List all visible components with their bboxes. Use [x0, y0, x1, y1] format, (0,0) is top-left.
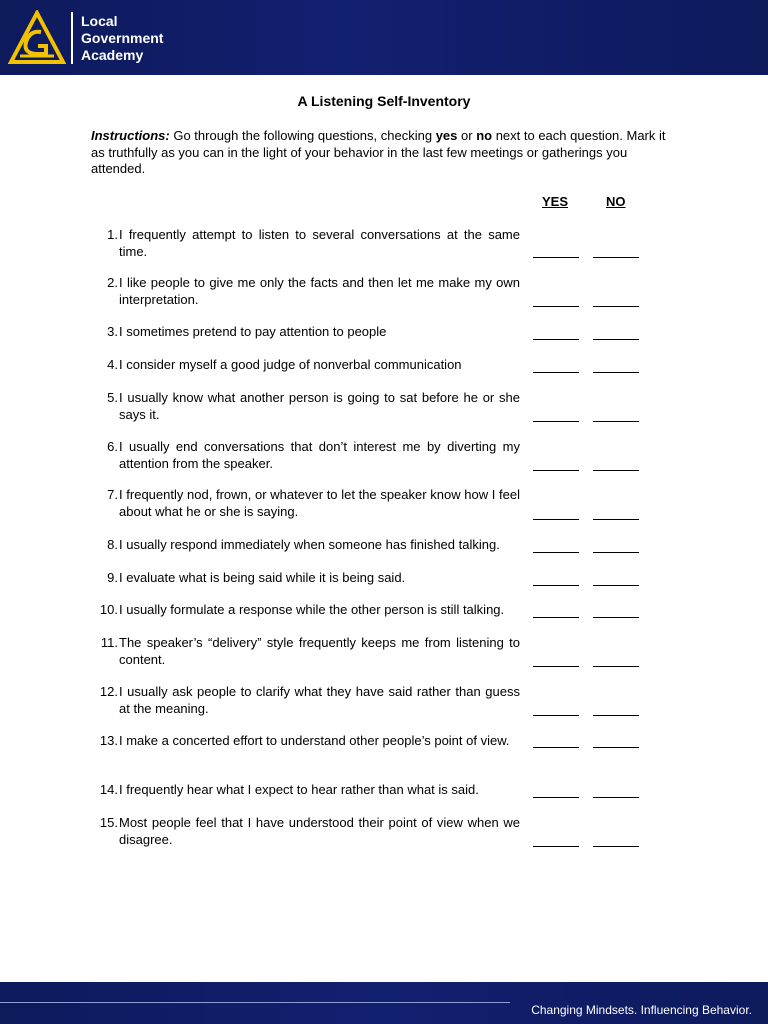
question-text: I usually ask people to clarify what they have said rather than guess at the meaning.: [119, 684, 520, 716]
question-number: 10.: [99, 602, 118, 617]
logo-divider: [71, 12, 73, 64]
instructions-lead: Instructions:: [91, 128, 170, 143]
logo-text: [81, 13, 163, 64]
column-header-yes: YES: [542, 194, 569, 209]
instructions-part-1: Go through the following questions, checking: [169, 128, 436, 143]
question-item: [90, 733, 520, 750]
question-item: [90, 602, 520, 619]
footer-banner: [0, 982, 768, 1024]
question-text: I usually respond immediately when someone has finished talking.: [119, 537, 500, 552]
yes-answer-blank[interactable]: [533, 666, 579, 667]
yes-answer-blank[interactable]: [533, 339, 579, 340]
question-item: [90, 537, 520, 554]
yes-answer-blank[interactable]: [533, 421, 579, 422]
question-number: 9.: [107, 570, 118, 585]
question-number: 7.: [107, 487, 118, 502]
question-number: 14.: [99, 782, 118, 797]
question-item: [90, 487, 520, 520]
no-answer-blank[interactable]: [593, 666, 639, 667]
yes-answer-blank[interactable]: [533, 846, 579, 847]
question-text: I like people to give me only the facts and then let me make my own interpretation.: [119, 275, 520, 307]
question-text: I make a concerted effort to understand other people’s point of view.: [119, 733, 510, 748]
question-text: I usually formulate a response while the other person is still talking.: [119, 602, 505, 617]
question-item: [90, 390, 520, 423]
no-answer-blank[interactable]: [593, 306, 639, 307]
yes-answer-blank[interactable]: [533, 306, 579, 307]
yes-answer-blank[interactable]: [533, 747, 579, 748]
question-text: I frequently hear what I expect to hear rather than what is said.: [119, 782, 479, 797]
page-title: A Listening Self-Inventory: [297, 93, 471, 109]
yes-answer-blank[interactable]: [533, 372, 579, 373]
no-answer-blank[interactable]: [593, 585, 639, 586]
question-item: [90, 815, 520, 848]
question-item: [90, 635, 520, 668]
question-number: 4.: [107, 357, 118, 372]
no-answer-blank[interactable]: [593, 617, 639, 618]
no-answer-blank[interactable]: [593, 519, 639, 520]
instructions-part-2: or: [457, 128, 477, 143]
no-answer-blank[interactable]: [593, 846, 639, 847]
column-header-no: NO: [606, 194, 626, 209]
question-item: [90, 684, 520, 717]
question-text: Most people feel that I have understood their point of view when we disagree.: [119, 815, 520, 847]
question-number: 5.: [107, 390, 118, 405]
question-number: 3.: [107, 324, 118, 339]
question-number: 6.: [107, 439, 118, 454]
logo-line-3: Academy: [81, 47, 144, 63]
question-number: 15.: [99, 815, 118, 830]
logo-line-2: Government: [81, 30, 164, 46]
question-number: 12.: [99, 684, 118, 699]
question-item: [90, 782, 520, 799]
question-item: [90, 324, 520, 341]
question-text: I frequently attempt to listen to several conversations at the same time.: [119, 227, 520, 259]
question-item: [90, 357, 520, 374]
question-text: I evaluate what is being said while it is being said.: [119, 570, 406, 585]
no-answer-blank[interactable]: [593, 797, 639, 798]
question-text: I usually know what another person is going to sat before he or she says it.: [119, 390, 520, 422]
question-text: I sometimes pretend to pay attention to people: [119, 324, 387, 339]
question-item: [90, 439, 520, 472]
question-number: 2.: [107, 275, 118, 290]
yes-answer-blank[interactable]: [533, 257, 579, 258]
yes-answer-blank[interactable]: [533, 552, 579, 553]
question-text: I usually end conversations that don’t interest me by diverting my attention from the speaker.: [119, 439, 520, 471]
yes-answer-blank[interactable]: [533, 715, 579, 716]
yes-answer-blank[interactable]: [533, 797, 579, 798]
no-answer-blank[interactable]: [593, 257, 639, 258]
no-answer-blank[interactable]: [593, 339, 639, 340]
no-answer-blank[interactable]: [593, 747, 639, 748]
question-item: [90, 227, 520, 260]
question-text: The speaker’s “delivery” style frequently keeps me from listening to content.: [119, 635, 520, 667]
footer-divider: [0, 1002, 510, 1003]
instructions-yes-word: yes: [435, 128, 458, 143]
yes-answer-blank[interactable]: [533, 470, 579, 471]
no-answer-blank[interactable]: [593, 470, 639, 471]
yes-answer-blank[interactable]: [533, 585, 579, 586]
question-number: 13.: [99, 733, 118, 748]
instructions: [91, 128, 679, 178]
yes-answer-blank[interactable]: [533, 617, 579, 618]
question-number: 11.: [100, 635, 118, 650]
logo-line-1: Local: [81, 13, 118, 29]
no-answer-blank[interactable]: [593, 715, 639, 716]
question-number: 8.: [107, 537, 118, 552]
instructions-part-3: next to each question. Mark it as truthfully as you can in the light of your behavior in the last few meetings or gatherings you attended.: [91, 128, 666, 176]
no-answer-blank[interactable]: [593, 421, 639, 422]
no-answer-blank[interactable]: [593, 552, 639, 553]
no-answer-blank[interactable]: [593, 372, 639, 373]
footer-tagline: Changing Mindsets. Influencing Behavior.: [531, 1003, 752, 1017]
question-text: I consider myself a good judge of nonverbal communication: [119, 357, 462, 372]
question-item: [90, 275, 520, 308]
question-text: I frequently nod, frown, or whatever to let the speaker know how I feel about what he or she is saying.: [119, 487, 520, 519]
question-item: [90, 570, 520, 587]
yes-answer-blank[interactable]: [533, 519, 579, 520]
lga-logo-icon: [8, 10, 66, 66]
instructions-no-word: no: [476, 128, 493, 143]
question-number: 1.: [107, 227, 118, 242]
header-banner: [0, 0, 768, 75]
